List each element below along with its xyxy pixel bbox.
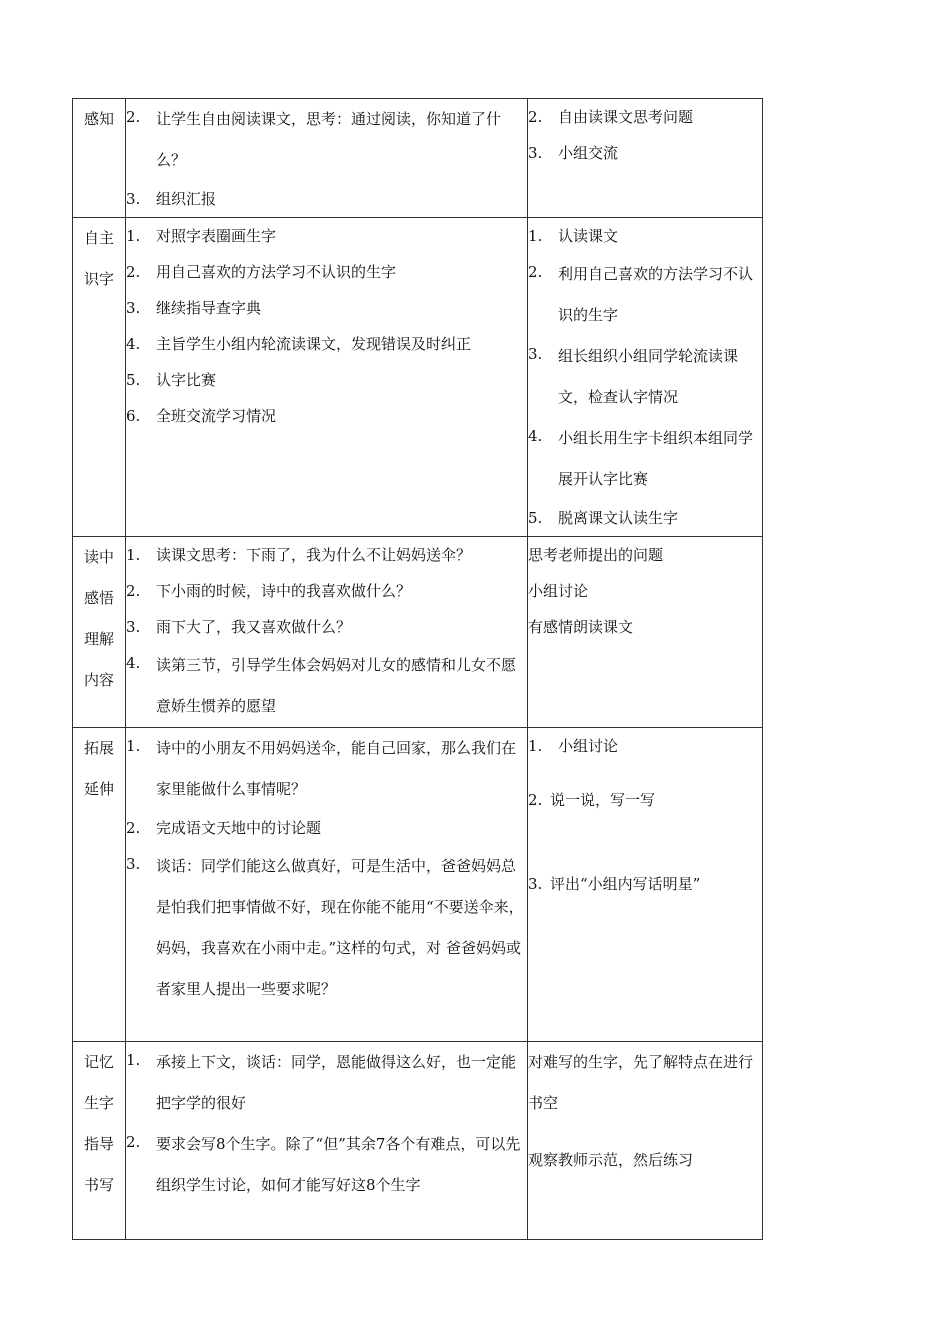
teacher-activity — [126, 218, 528, 537]
table-row — [73, 1042, 763, 1240]
list-item: 有感情朗读课文 — [528, 618, 634, 636]
list-item: 2. 要求会写8个生字。除了“但”其余7各个有难点，可以先组织学生讨论，如何才能写好这8个生字 — [126, 1133, 521, 1194]
list-item: 1. 认读课文 — [528, 227, 619, 245]
list-item: 1. 诗中的小朋友不用妈妈送伞，能自己回家，那么我们在家里能做什么事情呢？ — [126, 737, 517, 798]
list-item: 1. 对照字表圈画生字 — [126, 227, 277, 245]
teacher-activity — [126, 537, 528, 728]
lesson-plan-table — [72, 98, 763, 1240]
list-item: 4. 读第三节，引导学生体会妈妈对儿女的感情和儿女不愿意娇生惯养的愿望 — [126, 654, 517, 715]
list-item: 2. 自由读课文思考问题 — [528, 108, 694, 126]
student-activity — [528, 728, 763, 1042]
list-item: 思考老师提出的问题 — [528, 546, 664, 564]
list-item: 5. 认字比赛 — [126, 371, 217, 389]
list-item: 观察教师示范，然后练习 — [528, 1151, 694, 1169]
list-item: 3. 组长组织小组同学轮流读课文，检查认字情况 — [528, 345, 739, 406]
list-item: 6. 全班交流学习情况 — [126, 407, 277, 425]
list-item: 3. 雨下大了，我又喜欢做什么？ — [126, 618, 352, 636]
row-label: 读中 感悟 理解 内容 — [73, 537, 126, 728]
list-item: 5. 脱离课文认读生字 — [528, 509, 679, 527]
list-item: 小组讨论 — [528, 582, 589, 600]
list-item: 2. 完成语文天地中的讨论题 — [126, 819, 322, 837]
table-row — [73, 99, 763, 218]
student-activity — [528, 537, 763, 728]
table-row — [73, 728, 763, 1042]
student-activity — [528, 218, 763, 537]
list-item: 1. 小组讨论 — [528, 737, 619, 755]
list-item: 1. 承接上下文，谈话：同学，恩能做得这么好，也一定能把字学的很好 — [126, 1051, 517, 1112]
row-label: 感知 — [73, 99, 126, 218]
teacher-activity — [126, 1042, 528, 1240]
list-item: 3. 谈话：同学们能这么做真好，可是生活中，爸爸妈妈总是怕我们把事情做不好，现在你能不能用“不要送伞来，妈妈，我喜欢在小雨中走。”这样的句式，对 爸爸妈妈或者家里人提出一些要求呢？ — [126, 855, 524, 998]
student-activity — [528, 1042, 763, 1240]
row-label: 拓展 延伸 — [73, 728, 126, 1042]
list-item: 3. 评出“小组内写话明星” — [528, 875, 701, 893]
list-item: 2. 利用自己喜欢的方法学习不认识的生字 — [528, 263, 754, 324]
teacher-activity — [126, 728, 528, 1042]
list-item: 4. 主旨学生小组内轮流读课文，发现错误及时纠正 — [126, 335, 472, 353]
student-activity — [528, 99, 763, 218]
list-item: 1. 读课文思考：下雨了，我为什么不让妈妈送伞？ — [126, 546, 472, 564]
list-item: 2. 用自己喜欢的方法学习不认识的生字 — [126, 263, 397, 281]
list-item: 4. 小组长用生字卡组织本组同学展开认字比赛 — [528, 427, 754, 488]
list-item: 2. 说一说，写一写 — [528, 791, 656, 809]
list-item: 对难写的生字，先了解特点在进行书空 — [528, 1053, 754, 1112]
list-item: 2. 下小雨的时候，诗中的我喜欢做什么？ — [126, 582, 412, 600]
list-item: 3. 继续指导查字典 — [126, 299, 262, 317]
table-row — [73, 537, 763, 728]
list-item: 3. 组织汇报 — [126, 190, 217, 208]
table-row — [73, 218, 763, 537]
list-item: 2. 让学生自由阅读课文，思考：通过阅读，你知道了什么？ — [126, 108, 502, 169]
row-label: 自主 识字 — [73, 218, 126, 537]
teacher-activity — [126, 99, 528, 218]
list-item: 3. 小组交流 — [528, 144, 619, 162]
row-label: 记忆 生字 指导 书写 — [73, 1042, 126, 1240]
